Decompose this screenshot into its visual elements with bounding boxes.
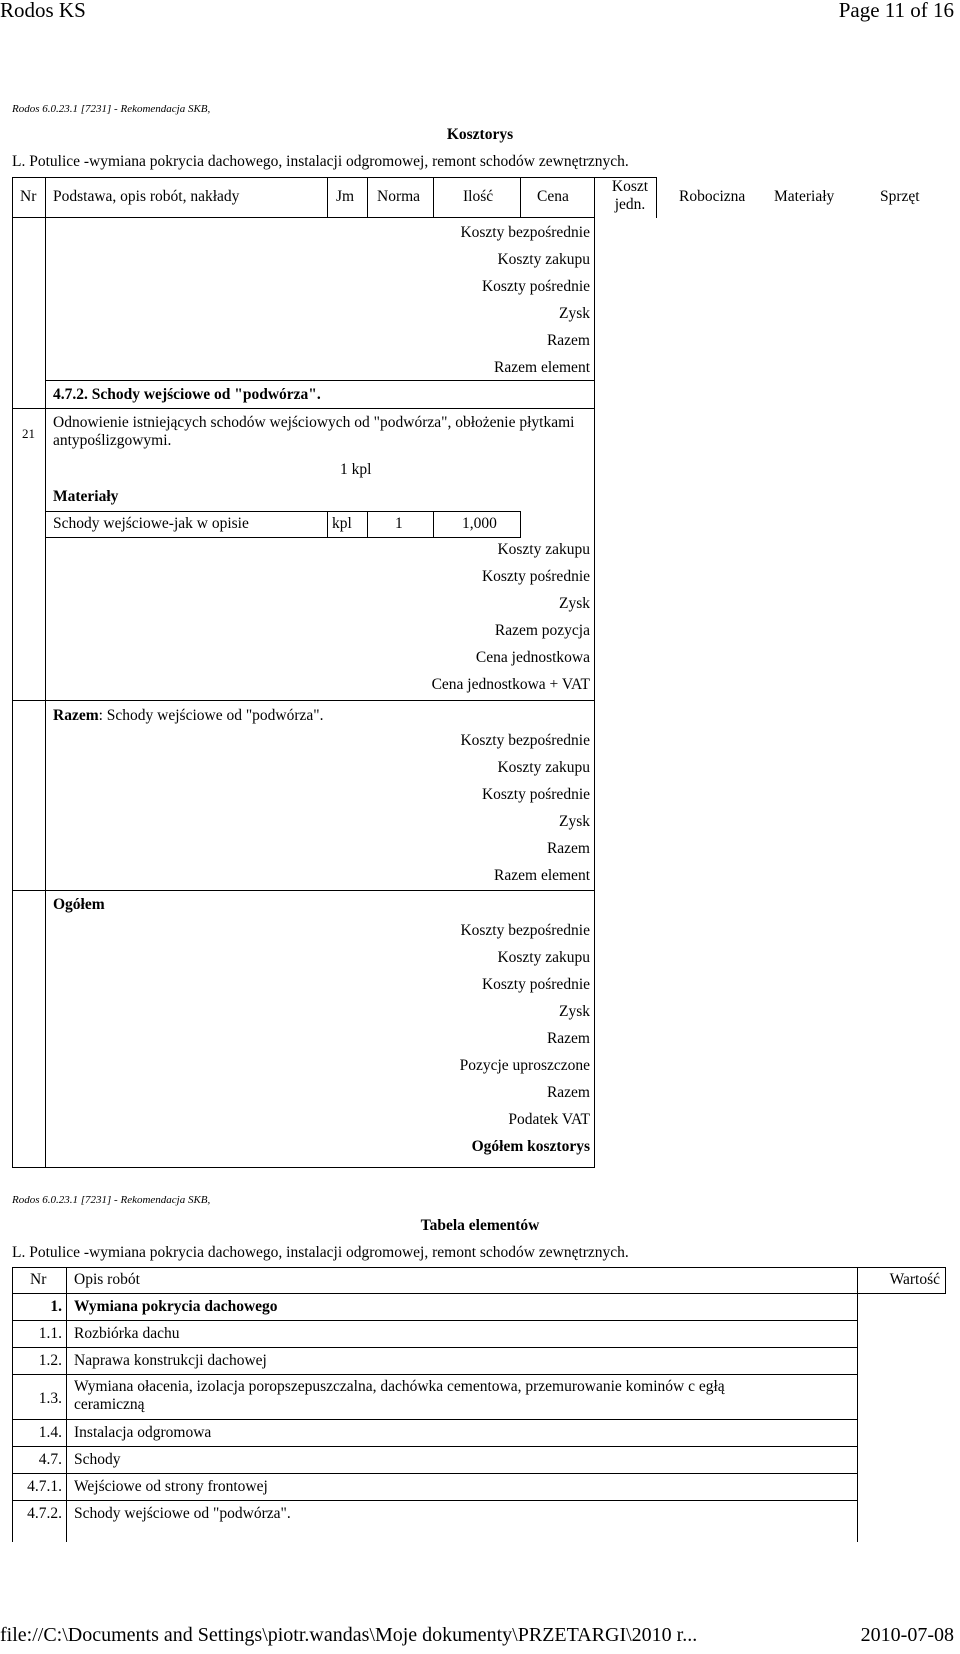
summary-top-5: Razem element <box>494 359 590 376</box>
element-summary-3: Zysk <box>559 813 590 830</box>
table-row-nr: 4.7.1. <box>27 1478 62 1495</box>
total-summary-3: Zysk <box>559 1003 590 1020</box>
element-summary-4: Razem <box>546 840 590 857</box>
materials-label: Materiały <box>53 488 119 505</box>
razem-label: Razem <box>53 707 99 724</box>
doc-title: Kosztorys <box>446 126 514 143</box>
grand-total-label: Ogółem kosztorys <box>471 1138 590 1155</box>
item-summary-0: Koszty zakupu <box>497 541 590 558</box>
item-desc-line1: Odnowienie istniejących schodów wejściowych od "podwórza", obłożenie płytkami <box>53 414 575 431</box>
item-summary-4: Cena jednostkowa <box>475 649 590 666</box>
col-ilosc: Ilość <box>463 188 494 205</box>
col-materialy: Materiały <box>774 188 835 205</box>
table-row-nr: 1.1. <box>38 1325 62 1342</box>
table-row-opis: Naprawa konstrukcji dachowej <box>74 1352 267 1369</box>
col-cena: Cena <box>537 188 569 205</box>
razem-element-name: : Schody wejściowe od "podwórza". <box>98 707 324 724</box>
page-footer-path: file://C:\Documents and Settings\piotr.wandas\Moje dokumenty\PRZETARGI\2010 r... <box>0 1624 698 1646</box>
col-jm: Jm <box>336 188 355 205</box>
table-row-opis: Schody <box>74 1451 121 1468</box>
element-summary-1: Koszty zakupu <box>497 759 590 776</box>
col-koszt-jedn: jedn. <box>614 196 646 213</box>
total-summary-2: Koszty pośrednie <box>481 976 590 993</box>
item-nr: 21 <box>22 426 35 441</box>
summary-top-3: Zysk <box>559 305 590 322</box>
razem-element-heading <box>53 707 324 725</box>
program-line-2: Rodos 6.0.23.1 [7231] - Rekomendacja SKB, <box>12 1194 211 1206</box>
item-summary-1: Koszty pośrednie <box>481 568 590 585</box>
doc-subtitle: L. Potulice -wymiana pokrycia dachowego, instalacji odgromowej, remont schodów zewnętrznych. <box>12 153 629 170</box>
summary-top-4: Razem <box>546 332 590 349</box>
material-jm: kpl <box>332 515 352 532</box>
page-header-left: Rodos KS <box>0 0 86 22</box>
table-row-opis: Wymiana pokrycia dachowego <box>74 1298 278 1315</box>
col-robocizna: Robocizna <box>679 188 746 205</box>
table-row-opis: Schody wejściowe od "podwórza". <box>74 1505 291 1522</box>
item-summary-2: Zysk <box>559 595 590 612</box>
summary-top-1: Koszty zakupu <box>497 251 590 268</box>
col-nr: Nr <box>20 188 37 205</box>
total-summary-7: Podatek VAT <box>508 1111 590 1128</box>
table-row-nr: 1.2. <box>38 1352 62 1369</box>
table-row-opis-cont: ceramiczną <box>74 1396 145 1413</box>
total-summary-0: Koszty bezpośrednie <box>460 922 590 939</box>
total-summary-5: Pozycje uproszczone <box>459 1057 590 1074</box>
table-col-wartosc: Wartość <box>889 1271 940 1288</box>
table-row-opis: Wejściowe od strony frontowej <box>74 1478 268 1495</box>
element-summary-5: Razem element <box>494 867 590 884</box>
page-footer-date: 2010-07-08 <box>860 1624 954 1646</box>
program-line: Rodos 6.0.23.1 [7231] - Rekomendacja SKB, <box>12 103 211 115</box>
summary-top-0: Koszty bezpośrednie <box>460 224 590 241</box>
col-norma: Norma <box>377 188 421 205</box>
total-summary-4: Razem <box>546 1030 590 1047</box>
item-summary-5: Cena jednostkowa + VAT <box>431 676 590 693</box>
table-row-nr: 1. <box>50 1298 62 1315</box>
col-podstawa: Podstawa, opis robót, nakłady <box>53 188 240 205</box>
summary-top-2: Koszty pośrednie <box>481 278 590 295</box>
table-row-opis: Rozbiórka dachu <box>74 1325 180 1342</box>
table-subtitle: L. Potulice -wymiana pokrycia dachowego, instalacji odgromowej, remont schodów zewnętrznych. <box>12 1244 629 1261</box>
table-row-nr: 1.3. <box>38 1390 62 1407</box>
item-desc-line2: antypoślizgowymi. <box>53 432 172 449</box>
element-heading: 4.7.2. Schody wejściowe od "podwórza". <box>53 386 321 403</box>
table-col-nr: Nr <box>30 1271 47 1288</box>
col-sprzet: Sprzęt <box>880 188 920 205</box>
col-koszt: Koszt <box>611 178 649 195</box>
element-summary-0: Koszty bezpośrednie <box>460 732 590 749</box>
material-name: Schody wejściowe-jak w opisie <box>53 515 249 532</box>
total-summary-1: Koszty zakupu <box>497 949 590 966</box>
table-col-opis: Opis robót <box>74 1271 140 1288</box>
table-row-nr: 1.4. <box>38 1424 62 1441</box>
element-summary-2: Koszty pośrednie <box>481 786 590 803</box>
table-title: Tabela elementów <box>420 1217 540 1234</box>
item-qty: 1 kpl <box>340 461 372 478</box>
page-header-right: Page 11 of 16 <box>838 0 954 22</box>
material-ilosc: 1,000 <box>462 515 497 532</box>
table-row-nr: 4.7. <box>38 1451 62 1468</box>
table-row-opis: Instalacja odgromowa <box>74 1424 212 1441</box>
table-row-nr: 4.7.2. <box>27 1505 62 1522</box>
table-row-opis: Wymiana ołacenia, izolacja poropszepuszczalna, dachówka cementowa, przemurowanie kominów c egłą <box>74 1378 725 1395</box>
material-norma: 1 <box>395 515 403 532</box>
total-summary-6: Razem <box>546 1084 590 1101</box>
ogolem-label: Ogółem <box>53 896 105 913</box>
item-summary-3: Razem pozycja <box>494 622 590 639</box>
